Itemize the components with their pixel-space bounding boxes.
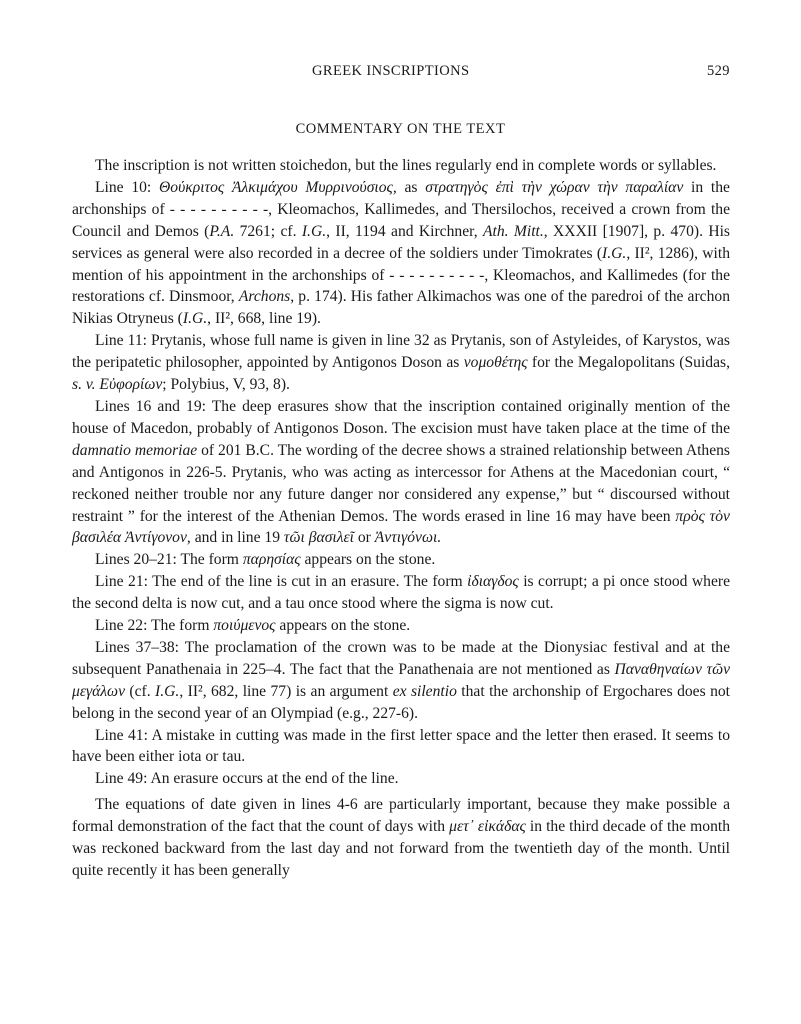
text-run: is corrupt; a pi once stood where the second delta is now cut, and a tau once stood where the sigma is now cut. — [72, 573, 730, 613]
italic-phrase: Ath. Mitt. — [482, 222, 544, 240]
commentary-paragraph — [72, 177, 730, 330]
italic-phrase: παρησίας — [242, 551, 301, 569]
running-title: GREEK INSCRIPTIONS — [312, 63, 470, 79]
text-run: , II², 668, line 19). — [207, 310, 321, 328]
italic-phrase: Archons — [238, 288, 291, 306]
commentary-body — [72, 155, 730, 882]
italic-phrase: Θούκριτος Ἀλκιμάχου Μυρρινούσιος, — [159, 178, 397, 196]
text-run: Line 41: A mistake in cutting was made in the first letter space and the letter then erased. It seems to have been either iota or tau. — [72, 726, 730, 766]
text-run: Lines 20–21: The form — [95, 551, 243, 569]
text-run: as — [396, 178, 426, 196]
italic-phrase: νομοθέτης — [463, 354, 528, 372]
italic-phrase: μετ᾽ εἰκάδας — [449, 818, 526, 836]
text-run: Line 22: The form — [95, 617, 214, 635]
commentary-paragraph — [72, 549, 730, 571]
page-number: 529 — [707, 63, 730, 79]
italic-phrase: ποιύμενος — [213, 617, 276, 635]
text-run: in the archonships of - - - - - - - - - -, Kleomachos, Kallimedes, and Thersilochos, received a crown from the Council and Demos ( — [72, 178, 730, 240]
italic-phrase: s. v. Εὐφορίων — [72, 376, 163, 394]
italic-phrase: πρὸς τὸν βασιλέα Ἀντίγονον, — [72, 507, 730, 547]
text-run: for the Megalopolitans (Suidas, — [527, 354, 730, 372]
italic-phrase: I.G. — [602, 244, 627, 262]
text-run: of 201 B.C. The wording of the decree shows a strained relationship between Athens and Antigonos in 226-5. Prytanis, who was acting as intercessor for Athens at the Macedonian court, “ reckoned neither trouble nor any future danger nor considered any expense,” but “ discoursed without restraint ” for the interest of the Athenian Demos. The words erased in line 16 may have been — [72, 441, 730, 525]
text-run: Lines 16 and 19: The deep erasures show that the inscription contained originally mention of the house of Macedon, probably of Antigonos Doson. The excision must have taken place at the time of the — [72, 397, 730, 437]
commentary-paragraph — [72, 794, 730, 882]
text-run: , XXXII [1907], p. 470). His services as general were also recorded in a decree of the soldiers under Timokrates ( — [72, 222, 730, 262]
italic-phrase: damnatio memoriae — [72, 441, 198, 459]
text-run: Line 49: An erasure occurs at the end of the line. — [95, 770, 399, 788]
text-run: appears on the stone. — [300, 551, 436, 569]
text-run: ; Polybius, V, 93, 8). — [162, 376, 290, 394]
italic-phrase: ἰδιαγδος — [467, 573, 519, 591]
italic-phrase: I.G. — [155, 682, 180, 700]
text-run: Line 21: The end of the line is cut in an erasure. The form — [95, 573, 468, 591]
text-run: Lines 37–38: The proclamation of the crown was to be made at the Dionysiac festival and at the subsequent Panathenaia in 225–4. The fact that the Panathenaia are not mentioned as — [72, 638, 730, 678]
italic-phrase: Ἀντιγόνωι. — [374, 529, 442, 547]
text-run: in the third decade of the month was reckoned backward from the last day and not forward from the twentieth day of the month. Until quite recently it has been generally — [72, 818, 731, 879]
commentary-paragraph — [72, 725, 730, 769]
commentary-paragraph — [72, 768, 730, 790]
text-run: , II, 1194 and Kirchner, — [326, 222, 483, 240]
italic-phrase: I.G. — [182, 310, 208, 328]
text-run: that the archonship of Ergochares does not belong in the second year of an Olympiad (e.g., 227-6). — [72, 682, 730, 722]
italic-phrase: I.G. — [301, 222, 327, 240]
text-run: and in line 19 — [190, 529, 284, 547]
commentary-paragraph — [72, 155, 730, 177]
italic-phrase: ex silentio — [392, 682, 457, 700]
italic-phrase: τῶι βασιλεῖ — [283, 529, 354, 547]
text-run: appears on the stone. — [275, 617, 411, 635]
italic-phrase: στρατηγὸς ἐπὶ τὴν χώραν τὴν παραλίαν — [425, 178, 684, 196]
text-run: or — [353, 529, 375, 547]
italic-phrase: Παναθηναίων τῶν μεγάλων — [72, 660, 730, 700]
italic-phrase: P.A. — [209, 222, 235, 240]
text-run: (cf. — [125, 682, 156, 700]
commentary-paragraph — [72, 330, 730, 396]
commentary-paragraph — [72, 571, 730, 615]
running-head — [0, 63, 801, 85]
commentary-paragraph — [72, 637, 730, 725]
text-run: The inscription is not written stoichedon, but the lines regularly end in complete words or syllables. — [95, 157, 717, 174]
text-run: 7261; cf. — [234, 222, 302, 240]
text-run: , II², 1286), with mention of his appointment in the archonships of - - - - - - - - - -, Kleomachos, and Kallimedes (for the restorations cf. Dinsmoor, — [72, 244, 730, 306]
commentary-paragraph — [72, 396, 730, 549]
text-run: , p. 174). His father Alkimachos was one of the paredroi of the archon Nikias Otryneus ( — [72, 288, 730, 328]
commentary-paragraph — [72, 615, 730, 637]
text-run: , II², 682, line 77) is an argument — [179, 682, 393, 700]
text-run: The equations of date given in lines 4-6 are particularly important, because they make possible a formal demonstration of the fact that the count of days with — [72, 796, 730, 836]
text-run: Line 10: — [95, 178, 160, 196]
text-run: Line 11: Prytanis, whose full name is given in line 32 as Prytanis, son of Astyleides, of Karystos, was the peripatetic philosopher, appointed by Antigonos Doson as — [72, 332, 730, 372]
section-title: COMMENTARY ON THE TEXT — [295, 121, 506, 137]
